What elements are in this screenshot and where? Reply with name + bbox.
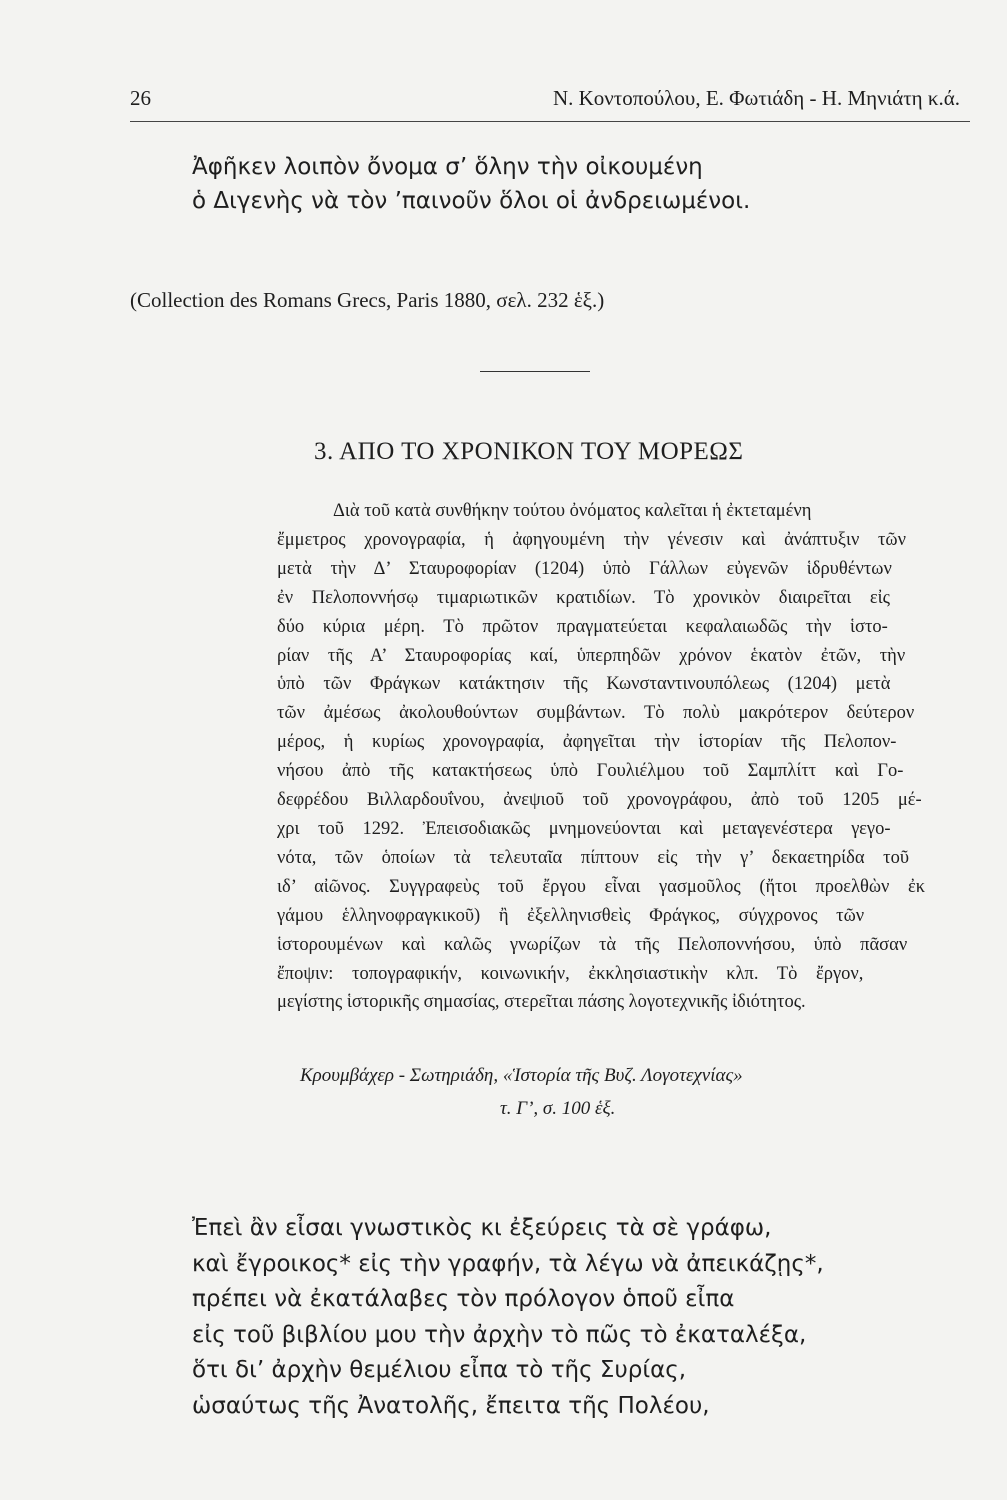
section-divider xyxy=(480,371,590,372)
citation-line: τ. Γ’, σ. 100 ἑξ. xyxy=(500,1098,616,1119)
body-line: δύο κύρια μέρη. Τὸ πρῶτον πραγματεύεται κεφαλαιωδῶς τὴν ἱστο- xyxy=(277,616,888,637)
source-citation: (Collection des Romans Grecs, Paris 1880, σελ. 232 ἑξ.) xyxy=(130,288,605,312)
body-line: νήσου ἀπὸ τῆς κατακτήσεως ὑπὸ Γουλιέλμου τοῦ Σαμπλίττ καὶ Γο- xyxy=(277,761,904,782)
body-line: χρι τοῦ 1292. Ἐπεισοδιακῶς μνημονεύονται καὶ μεταγενέστερα γεγο- xyxy=(277,818,891,839)
body-line: μεγίστης ἱστορικῆς σημασίας, στερεῖται πάσης λογοτεχνικῆς ἰδιότητος. xyxy=(277,992,806,1013)
header-rule xyxy=(130,121,970,122)
verse-top xyxy=(192,150,750,218)
verse-line: ὅτι δι’ ἀρχὴν θεμέλιου εἶπα τὸ τῆς Συρίας, xyxy=(192,1357,687,1383)
body-line: ἔποψιν: τοπογραφικήν, κοινωνικήν, ἐκκλησιαστικὴν κλπ. Τὸ ἔργον, xyxy=(277,963,864,984)
body-line: ὑπὸ τῶν Φράγκων κατάκτησιν τῆς Κωνσταντινουπόλεως (1204) μετὰ xyxy=(277,674,891,695)
body-line: ἐν Πελοποννήσῳ τιμαριωτικῶν κρατιδίων. Τὸ χρονικὸν διαιρεῖται εἰς xyxy=(277,587,890,608)
body-line: Διὰ τοῦ κατὰ συνθήκην τούτου ὀνόματος καλεῖται ἡ ἐκτεταμένη xyxy=(333,501,812,521)
body-line: ιδ’ αἰῶνος. Συγγραφεὺς τοῦ ἔργου εἶναι γασμοῦλος (ἤτοι προελθὼν ἐκ xyxy=(277,876,926,897)
body-line: δεφρέδου Βιλλαρδουΐνου, ἀνεψιοῦ τοῦ χρονογράφου, ἀπὸ τοῦ 1205 μέ- xyxy=(277,790,922,811)
bibliographic-citation xyxy=(300,1059,743,1125)
verse-line: ὁ Διγενὴς νὰ τὸν ’παινοῦν ὅλοι οἱ ἀνδρειωμένοι. xyxy=(192,188,751,214)
body-line: ἱστορουμένων καὶ καλῶς γνωρίζων τὰ τῆς Πελοποννήσου, ὑπὸ πᾶσαν xyxy=(277,934,908,955)
verse-line: εἰς τοῦ βιβλίου μου τὴν ἀρχὴν τὸ πῶς τὸ ἐκαταλέξα, xyxy=(192,1321,807,1348)
page-header xyxy=(130,86,970,116)
verse-bottom xyxy=(192,1211,824,1424)
verse-line: Ἀφῆκεν λοιπὸν ὄνομα σ’ ὅλην τὴν οἰκουμένη xyxy=(192,154,703,180)
body-line: ἔμμετρος χρονογραφία, ἡ ἀφηγουμένη τὴν γένεσιν καὶ ἀνάπτυξιν τῶν xyxy=(277,529,906,550)
citation-line: Κρουμβάχερ - Σωτηριάδη, «Ἱστορία τῆς Βυζ. Λογοτεχνίας» xyxy=(300,1065,743,1086)
page-number: 26 xyxy=(130,86,151,110)
body-line: μετὰ τὴν Δ’ Σταυροφορίαν (1204) ὑπὸ Γάλλων εὐγενῶν ἱδρυθέντων xyxy=(277,558,892,579)
body-line: νότα, τῶν ὁποίων τὰ τελευταῖα πίπτουν εἰς τὴν γ’ δεκαετηρίδα τοῦ xyxy=(277,847,910,868)
running-title: Ν. Κοντοπούλου, Ε. Φωτιάδη - Η. Μηνιάτη κ.ά. xyxy=(552,86,960,110)
body-line: τῶν ἀμέσως ἀκολουθούντων συμβάντων. Τὸ πολὺ μακρότερον δεύτερον xyxy=(277,703,915,724)
verse-line: καὶ ἔγροικος* εἰς τὴν γραφήν, τὰ λέγω νὰ ἀπεικάζῃς*, xyxy=(192,1250,824,1277)
section-heading: 3. ΑΠΟ ΤΟ ΧΡΟΝΙΚΟΝ ΤΟΥ ΜΟΡΕΩΣ xyxy=(314,438,744,465)
verse-line: ὡσαύτως τῆς Ἀνατολῆς, ἔπειτα τῆς Πολέου, xyxy=(192,1392,710,1419)
verse-line: πρέπει νὰ ἐκατάλαβες τὸν πρόλογον ὁποῦ εἶπα xyxy=(192,1286,735,1312)
verse-line: Ἐπεὶ ἂν εἶσαι γνωστικὸς κι ἐξεύρεις τὰ σὲ γράφω, xyxy=(192,1215,772,1241)
body-line: γάμου ἑλληνοφραγκικοῦ) ἢ ἐξελληνισθεὶς Φράγκος, σύγχρονος τῶν xyxy=(277,905,865,926)
body-paragraph xyxy=(277,497,967,1017)
body-line: μέρος, ἡ κυρίως χρονογραφία, ἀφηγεῖται τὴν ἱστορίαν τῆς Πελοπον- xyxy=(277,732,897,753)
body-line: ρίαν τῆς Α’ Σταυροφορίας καί, ὑπερπηδῶν χρόνον ἑκατὸν ἐτῶν, τὴν xyxy=(277,645,906,666)
